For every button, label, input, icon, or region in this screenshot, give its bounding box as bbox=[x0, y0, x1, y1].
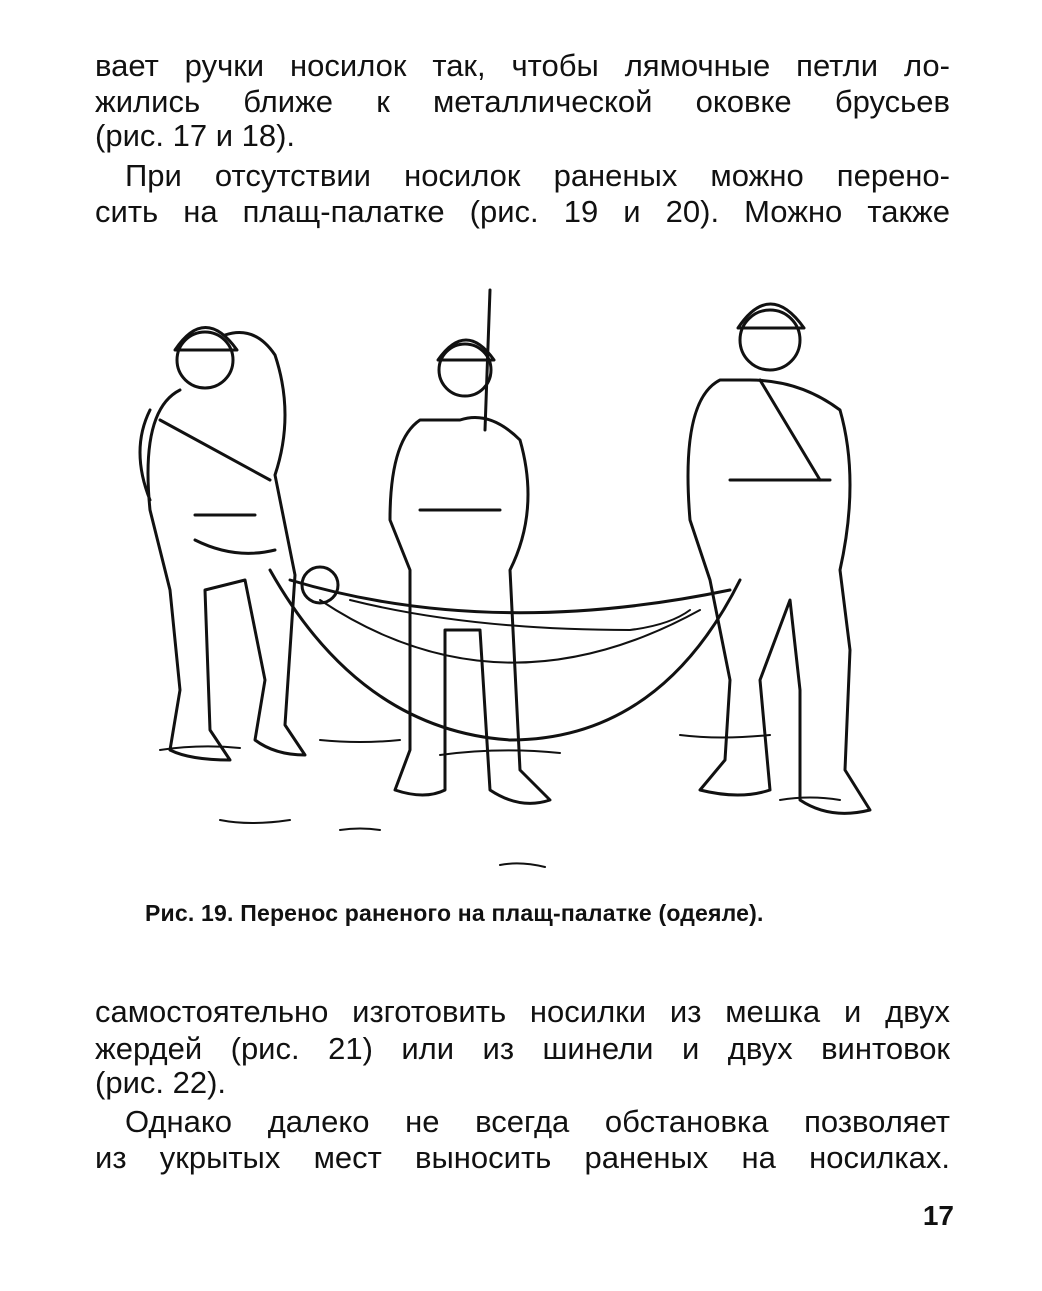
ground-strokes bbox=[160, 735, 840, 867]
text-line: Однако далеко не всегда обстановка позволяет bbox=[125, 1104, 950, 1139]
soldier-middle bbox=[390, 290, 550, 803]
text-line: вает ручки носилок так, чтобы лямочные петли ло- bbox=[95, 48, 950, 83]
page-number: 17 bbox=[922, 1200, 954, 1231]
soldier-left bbox=[140, 328, 305, 761]
text-line: из укрытых мест выносить раненых на носилках. bbox=[95, 1140, 950, 1175]
text-line: жердей (рис. 21) или из шинели и двух винтовок bbox=[95, 1031, 950, 1066]
figure-caption: Рис. 19. Перенос раненого на плащ-палатке (одеяле). bbox=[145, 900, 764, 926]
text-line: (рис. 22). bbox=[95, 1065, 227, 1100]
text-line: (рис. 17 и 18). bbox=[95, 118, 296, 153]
cape-with-wounded bbox=[270, 567, 740, 740]
illustration-soldiers-carrying-wounded bbox=[120, 280, 920, 880]
text-line: При отсутствии носилок раненых можно перено- bbox=[125, 158, 950, 193]
text-line: жились ближе к металлической оковке брусьев bbox=[95, 84, 950, 119]
text-line: самостоятельно изготовить носилки из мешка и двух bbox=[95, 994, 950, 1029]
text-line: сить на плащ-палатке (рис. 19 и 20). Можно также bbox=[95, 194, 950, 229]
